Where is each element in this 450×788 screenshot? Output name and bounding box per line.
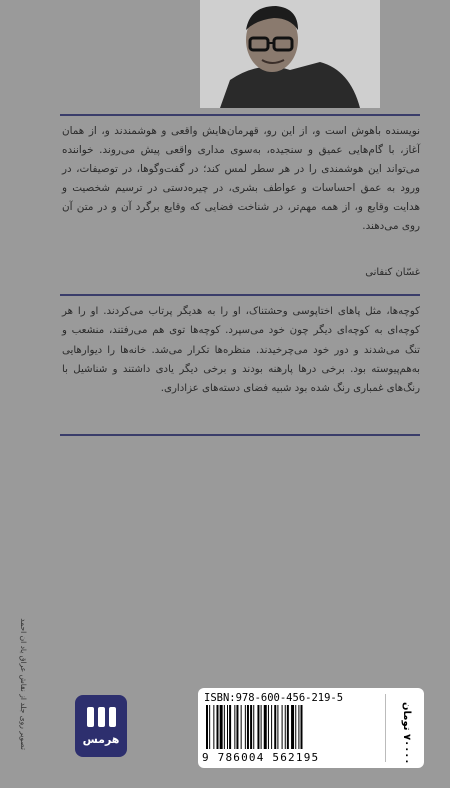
- book-excerpt: کوچه‌ها، مثل پاهای اختاپوسی وحشتناک، او را به هدیگر پرتاب می‌کردند. او را هر کوچه‌ای به کوچه‌ای دیگر چون خود می‌سپرد. کوچه‌ها توی هم می‌رفتند، منشعب و تنگ می‌شدند و دور خود می‌چرخیدند. منظره‌ها تکرار می‌شد. خانه‌ها را دیوارهایی به‌هم‌پیوسته بود. برخی درها پارهنه بودند و برخی دیگر یادی داشتند و شناشیل با رنگ‌های غمباری رنگ شده بود شبیه فضای دسته‌های عزاداری.: [62, 306, 420, 395]
- logo-bars-icon: [87, 707, 116, 727]
- author-photo: [200, 0, 380, 108]
- top-divider: [60, 114, 420, 116]
- publisher-name: هرمس: [82, 732, 120, 746]
- author-credit: غسّان کنفانی: [365, 267, 420, 278]
- barcode-panel: [198, 688, 424, 768]
- price-label: ۷۰۰۰۰ تومان: [401, 702, 412, 765]
- barcode-icon: [204, 705, 372, 749]
- middle-divider: [60, 294, 420, 296]
- publisher-logo: [75, 695, 127, 757]
- barcode-digits: 9 786004 562195: [202, 751, 320, 764]
- isbn-label: ISBN:978-600-456-219-5: [204, 692, 344, 704]
- book-blurb: نویسنده باهوش است و، از این رو، قهرمان‌هایش واقعی و هوشمندند و، از همان آغاز، با گام‌هایی عمیق و سنجیده، به‌سوی مداری واقعی پیش می‌روند. خواننده می‌تواند این هوشمندی را در هر سطر لمس کند؛ در گفت‌وگوها، در توصیفات، در ورود به عمق احساسات و عواطف بشری، در چیره‌دستی در ترسیم شخصیت و هدایت وقایع و، از همه مهم‌تر، در شناخت فضایی که وقایع برگرد آن و در متن آن روی می‌دهند.: [62, 125, 420, 232]
- cover-art-credit: تصویر روی جلد از نقاش عراق یاد ان احمد: [19, 618, 28, 750]
- author-portrait-image: [200, 0, 380, 108]
- price-box: [385, 694, 420, 765]
- bottom-divider: [60, 434, 420, 436]
